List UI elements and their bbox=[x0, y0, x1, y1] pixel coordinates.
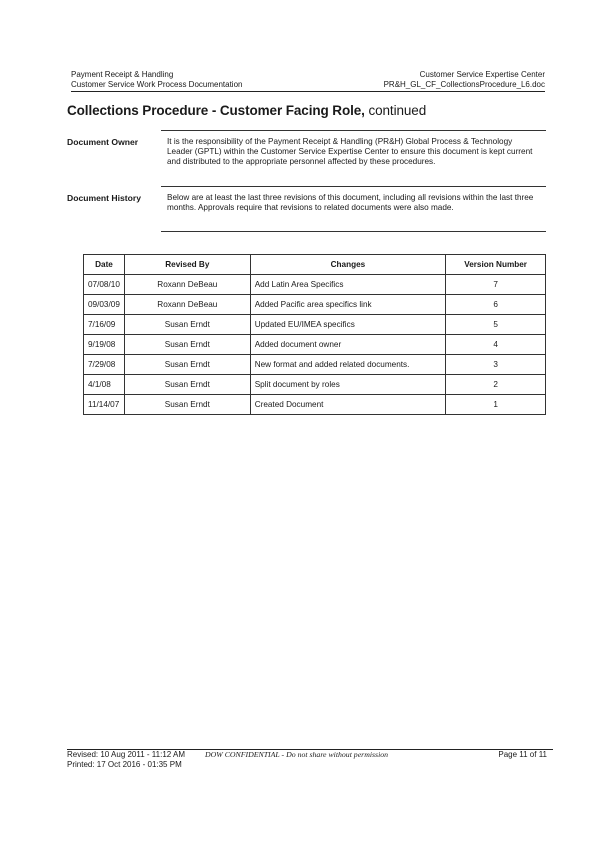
column-header-date: Date bbox=[84, 255, 125, 275]
cell-date: 7/16/09 bbox=[84, 315, 125, 335]
cell-date: 4/1/08 bbox=[84, 375, 125, 395]
footer-confidential-notice: DOW CONFIDENTIAL - Do not share without permission bbox=[205, 750, 389, 759]
table-row bbox=[84, 395, 546, 415]
cell-version: 5 bbox=[446, 315, 546, 335]
cell-changes: Added document owner bbox=[250, 335, 446, 355]
footer-printed: Printed: 17 Oct 2016 - 01:35 PM bbox=[67, 760, 182, 769]
cell-changes: Split document by roles bbox=[250, 375, 446, 395]
header-filename: PR&H_GL_CF_CollectionsProcedure_L6.doc bbox=[383, 80, 545, 89]
cell-revised-by: Roxann DeBeau bbox=[124, 295, 250, 315]
cell-revised-by: Susan Erndt bbox=[124, 355, 250, 375]
section-divider bbox=[161, 231, 546, 232]
cell-changes: Updated EU/IMEA specifics bbox=[250, 315, 446, 335]
footer-revised: Revised: 10 Aug 2011 - 11:12 AM bbox=[67, 750, 186, 759]
cell-date: 7/29/08 bbox=[84, 355, 125, 375]
cell-revised-by: Susan Erndt bbox=[124, 315, 250, 335]
header-department: Payment Receipt & Handling bbox=[71, 70, 174, 79]
header-center: Customer Service Expertise Center bbox=[419, 70, 545, 79]
section-divider bbox=[161, 186, 546, 187]
cell-version: 3 bbox=[446, 355, 546, 375]
cell-revised-by: Susan Erndt bbox=[124, 335, 250, 355]
cell-date: 07/08/10 bbox=[84, 275, 125, 295]
page-title-continued: continued bbox=[364, 103, 427, 118]
revision-history-table bbox=[83, 254, 546, 415]
page-footer bbox=[67, 749, 553, 770]
table-row bbox=[84, 355, 546, 375]
cell-changes: Added Pacific area specifics link bbox=[250, 295, 446, 315]
page-header bbox=[71, 70, 545, 92]
cell-changes: Add Latin Area Specifics bbox=[250, 275, 446, 295]
table-row bbox=[84, 315, 546, 335]
column-header-version: Version Number bbox=[446, 255, 546, 275]
cell-date: 09/03/09 bbox=[84, 295, 125, 315]
cell-changes: Created Document bbox=[250, 395, 446, 415]
document-owner-label: Document Owner bbox=[67, 137, 139, 147]
page-title-main: Collections Procedure - Customer Facing Role, bbox=[67, 103, 365, 118]
cell-version: 1 bbox=[446, 395, 546, 415]
table-header-row bbox=[84, 255, 546, 275]
cell-version: 6 bbox=[446, 295, 546, 315]
column-header-revised-by: Revised By bbox=[124, 255, 250, 275]
cell-changes: New format and added related documents. bbox=[250, 355, 446, 375]
section-divider bbox=[161, 130, 546, 131]
document-owner-text: It is the responsibility of the Payment Receipt & Handling (PR&H) Global Process & Technology Leader (GPTL) within the Customer Service Expertise Center to ensure this document is kept current and distributed to the appropriate personnel affected by these procedures. bbox=[167, 137, 533, 166]
cell-date: 9/19/08 bbox=[84, 335, 125, 355]
cell-date: 11/14/07 bbox=[84, 395, 125, 415]
table-row bbox=[84, 295, 546, 315]
cell-revised-by: Susan Erndt bbox=[124, 395, 250, 415]
header-doc-series: Customer Service Work Process Documentation bbox=[71, 80, 243, 89]
document-history-label: Document History bbox=[67, 193, 142, 203]
document-history-text: Below are at least the last three revisions of this document, including all revisions within the last three months. Approvals require that revisions to related documents were also made. bbox=[167, 193, 534, 212]
cell-version: 2 bbox=[446, 375, 546, 395]
footer-page-number: Page 11 of 11 bbox=[498, 750, 547, 759]
cell-version: 7 bbox=[446, 275, 546, 295]
cell-revised-by: Susan Erndt bbox=[124, 375, 250, 395]
column-header-changes: Changes bbox=[250, 255, 446, 275]
table-row bbox=[84, 275, 546, 295]
table-row bbox=[84, 375, 546, 395]
page-title bbox=[67, 103, 426, 118]
cell-version: 4 bbox=[446, 335, 546, 355]
table-row bbox=[84, 335, 546, 355]
cell-revised-by: Roxann DeBeau bbox=[124, 275, 250, 295]
